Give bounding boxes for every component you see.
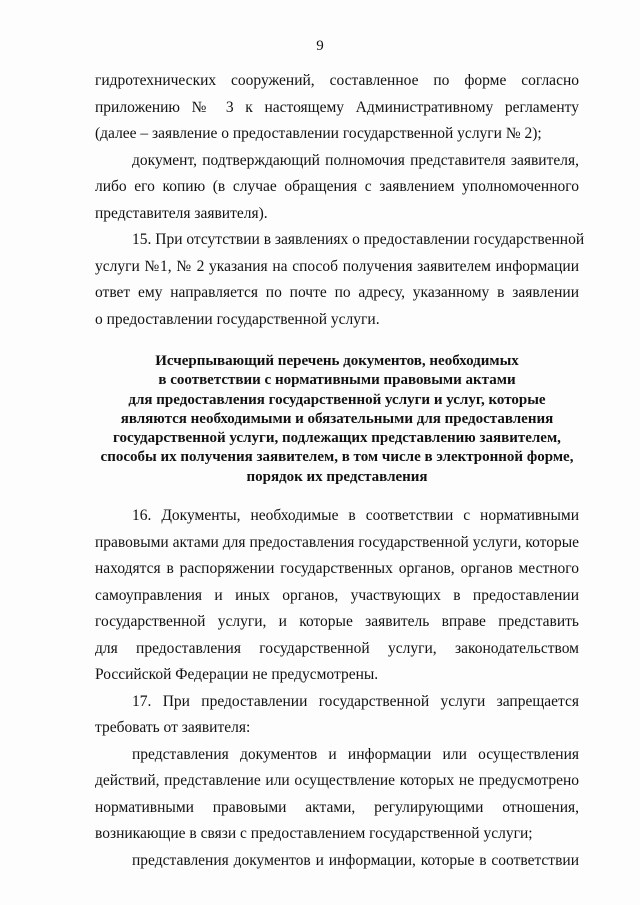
heading-line: в соответствии с нормативными правовыми актами: [158, 372, 516, 389]
text-line: о предоставлении государственной услуги.: [95, 310, 380, 328]
heading-line: для предоставления государственной услуги и услуг, которые: [128, 391, 546, 408]
paragraph-item-16: [95, 503, 579, 689]
paragraph-documents-not-required: [95, 742, 579, 848]
heading-line: порядок их представления: [246, 468, 428, 485]
text-line: нормативными правовыми актами, регулирующими отношения,: [95, 798, 579, 816]
text-line: услуги №1, № 2 указания на способ получения заявителем информации: [95, 257, 579, 275]
text-line: 15. При отсутствии в заявлениях о предоставлении государственной: [132, 231, 585, 248]
paragraph-application-form: [95, 68, 579, 148]
heading-line: государственной услуги, подлежащих представлению заявителем,: [113, 430, 561, 447]
text-line: Российской Федерации не предусмотрены.: [95, 666, 379, 684]
text-line: требовать от заявителя:: [95, 719, 251, 737]
text-line: представления документов и информации или осуществления: [132, 745, 579, 763]
text-line: либо его копию (в случае обращения с заявлением уполномоченного: [95, 178, 579, 195]
text-line: правовыми актами для предоставления государственной услуги, которые: [95, 533, 579, 551]
paragraph-item-17: [95, 689, 579, 742]
text-line: ответ ему направляется по почте по адресу, указанному в заявлении: [95, 284, 579, 301]
text-line: 16. Документы, необходимые в соответствии с нормативными: [132, 507, 579, 525]
document-body: [95, 68, 585, 874]
text-line: представителя заявителя).: [95, 204, 268, 222]
text-line: возникающие в связи с предоставлением государственной услуги;: [95, 825, 533, 843]
heading-line: способы их получения заявителем, в том числе в электронной форме,: [100, 449, 574, 466]
paragraph-item-15: [95, 227, 585, 333]
paragraph-documents-information: [95, 848, 579, 875]
heading-line: Исчерпывающий перечень документов, необходимых: [155, 353, 519, 369]
text-line: представления документов и информации, которые в соответствии: [132, 851, 579, 869]
text-line: приложению № 3 к настоящему Административному регламенту: [95, 98, 579, 116]
text-line: для предоставления государственной услуги, законодательством: [95, 639, 579, 657]
text-line: государственной услуги, и которые заявитель вправе представить: [95, 613, 579, 631]
paragraph-representative-document: [95, 148, 579, 228]
text-line: действий, представление или осуществление которых не предусмотрено: [95, 772, 579, 790]
text-line: гидротехнических сооружений, составленное по форме согласно: [95, 72, 579, 89]
section-heading: [95, 352, 579, 487]
heading-line: являются необходимыми и обязательными для предоставления: [120, 410, 554, 427]
text-line: самоуправления и иных органов, участвующих в предоставлении: [95, 586, 579, 604]
text-line: (далее – заявление о предоставлении государственной услуги № 2);: [95, 125, 542, 142]
text-line: документ, подтверждающий полномочия представителя заявителя,: [132, 151, 579, 169]
text-line: находятся в распоряжении государственных органов, органов местного: [95, 560, 579, 578]
text-line: 17. При предоставлении государственной услуги запрещается: [132, 692, 579, 710]
page-number: 9: [316, 38, 324, 54]
